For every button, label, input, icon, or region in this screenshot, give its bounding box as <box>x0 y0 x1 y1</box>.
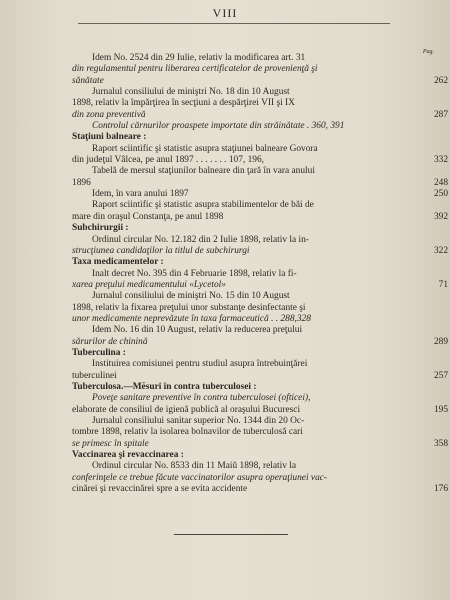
entry-text: sănătate <box>72 75 104 86</box>
page-ref: 195 <box>433 404 448 415</box>
section-heading <box>72 348 392 359</box>
index-entry-line <box>72 75 448 87</box>
entry-text: Taxa medicamentelor : <box>72 257 164 268</box>
index-entry-line <box>72 325 392 336</box>
index-entry-line <box>72 393 392 404</box>
entry-text: Tabelă de mersul staţiunilor balneare din ţară în vara anului <box>92 166 315 177</box>
index-entry-line <box>72 166 392 177</box>
index-entry-line <box>72 336 448 348</box>
entry-text: Poveţe sanitare preventive în contra tuberculosei (ofticei), <box>92 393 311 404</box>
page-ref: 332 <box>433 155 448 166</box>
index-entry-line <box>72 269 392 280</box>
page-ref: 287 <box>433 109 448 120</box>
entry-text: Raport sciintific şi statistic asupra stabilimentelor de băi de <box>92 200 314 211</box>
index-entry-line <box>72 314 392 325</box>
page-ref: 176 <box>433 484 448 495</box>
entry-text: Jurnalul consiliului sanitar superior No. 1344 din 20 Oc- <box>92 416 305 426</box>
entry-text: 1898, relativ la fixarea preţului unor substanţe desinfectante şi <box>72 302 306 313</box>
entry-text: xarea preţului medicamentului «Lycetol» <box>72 279 226 290</box>
page-number-header: VIII <box>212 6 238 20</box>
section-heading <box>72 257 392 268</box>
page-ref: 358 <box>433 438 448 449</box>
page-ref: 257 <box>433 370 448 381</box>
index-entry-line <box>72 427 392 438</box>
entry-text: Ordinul circular No. 12.182 din 2 Iulie 1898, relativ la in- <box>92 234 309 245</box>
entry-text: conferinţele ce trebue făcute vaccinatorilor asupra operaţiunei vac- <box>72 472 328 483</box>
entry-text: sărurilor de chinină <box>72 336 148 347</box>
page-ref: 289 <box>433 336 448 347</box>
section-heading <box>72 132 392 143</box>
index-entry-line <box>72 359 392 370</box>
index-entry-line <box>72 155 448 166</box>
section-heading <box>72 382 392 393</box>
entry-text: elaborate de consiliul de igienă publică al oraşului Bucuresci <box>72 404 301 415</box>
index-entry-line <box>72 200 392 211</box>
index-entry-line <box>72 245 448 257</box>
entry-text: cinărei şi revaccinărei spre a se evita accidente <box>72 484 248 495</box>
index-entry-line <box>72 98 392 109</box>
index-entry-line <box>72 235 392 246</box>
index-entry-line <box>72 279 448 291</box>
page-ref: 248 <box>433 177 448 188</box>
entry-text: Vaccinarea şi revaccinarea : <box>72 450 184 461</box>
entry-text: strucţiunea candidaţilor la titlul de subchirurgi <box>72 245 250 256</box>
entry-text: 1896 <box>72 177 91 188</box>
index-entry-line <box>72 87 392 98</box>
pag-label: Pag. <box>422 49 434 55</box>
section-heading <box>72 223 392 234</box>
index-entry-line <box>72 484 448 495</box>
index-entry-line <box>72 189 448 200</box>
entry-text: Subchirurgii : <box>72 223 129 234</box>
footer-rule <box>174 534 288 535</box>
entry-text: Idem, în vara anului 1897 <box>92 189 189 200</box>
entry-text: se primesc în spitale <box>72 438 149 449</box>
entry-text: unor medicamente neprevăzute în taxa farmaceutică . . 288,328 <box>72 313 311 324</box>
header-rule <box>78 23 390 24</box>
entry-text: din judeţul Vâlcea, pe anul 1897 . . . . . . . 107, 196, <box>72 155 264 166</box>
entry-text: din zona preventivă <box>72 109 146 120</box>
entry-text: Staţiuni balneare : <box>72 132 147 143</box>
section-heading <box>72 450 392 461</box>
index-entry-line <box>72 64 392 75</box>
entry-text: Tuberculina : <box>72 347 126 358</box>
index-entry-line <box>72 53 392 64</box>
entry-text: Ordinul circular No. 8533 din 11 Maiŭ 1898, relativ la <box>92 461 297 472</box>
entry-text: tuberculinei <box>72 370 117 381</box>
entry-text: Controlul cărnurilor proaspete importate din străinătate . 360, 391 <box>92 121 345 132</box>
page-ref: 71 <box>438 279 448 290</box>
index-entry-line <box>72 404 448 416</box>
index-entry-line <box>72 303 392 314</box>
entry-text: Jurnalul consiliului de miniştri No. 18 din 10 August <box>92 87 290 98</box>
entry-text: Inalt decret No. 395 din 4 Februarie 1898, relativ la fi- <box>92 268 297 279</box>
index-entry-line <box>72 121 392 132</box>
index-entry-line <box>72 416 392 427</box>
entry-text: Raport sciintific şi statistic asupra staţiunei balneare Govora <box>92 143 318 154</box>
entry-text: din regulamentul pentru liberarea certificatelor de provenienţă şi <box>72 64 318 75</box>
page-ref: 262 <box>433 75 448 86</box>
index-entry-line <box>72 177 448 189</box>
index-entry-line <box>72 109 448 121</box>
page-ref: 322 <box>433 245 448 256</box>
entry-text: Idem No. 16 din 10 August, relativ la reducerea preţului <box>92 325 303 336</box>
index-entry-line <box>72 211 448 223</box>
index-entry-line <box>72 370 448 382</box>
entry-text: Idem No. 2524 din 29 Iulie, relativ la modificarea art. 31 <box>92 53 306 63</box>
index-entry-line <box>72 473 392 484</box>
index-entry-line <box>72 438 448 450</box>
entry-text: Tuberculosa.—Mĕsuri în contra tuberculosei : <box>72 381 257 392</box>
entry-text: 1898, relativ la împărţirea în secţiuni a despărţirei VII şi IX <box>72 98 295 109</box>
page-ref: 250 <box>433 189 448 200</box>
index-entry-line <box>72 144 392 155</box>
entry-text: tombre 1898, relativ la isolarea bolnavilor de tuberculosă cari <box>72 427 303 438</box>
entry-text: Jurnalul consiliului de miniştri No. 15 din 10 August <box>92 291 290 302</box>
page-ref: 392 <box>433 211 448 222</box>
entry-text: mare din oraşul Constanţa, pe anul 1898 <box>72 211 224 222</box>
index-entry-line <box>72 461 392 472</box>
index-content <box>72 53 448 495</box>
entry-text: Instituirea comisiunei pentru studiul asupra întrebuinţărei <box>92 359 308 370</box>
index-entry-line <box>72 291 392 302</box>
